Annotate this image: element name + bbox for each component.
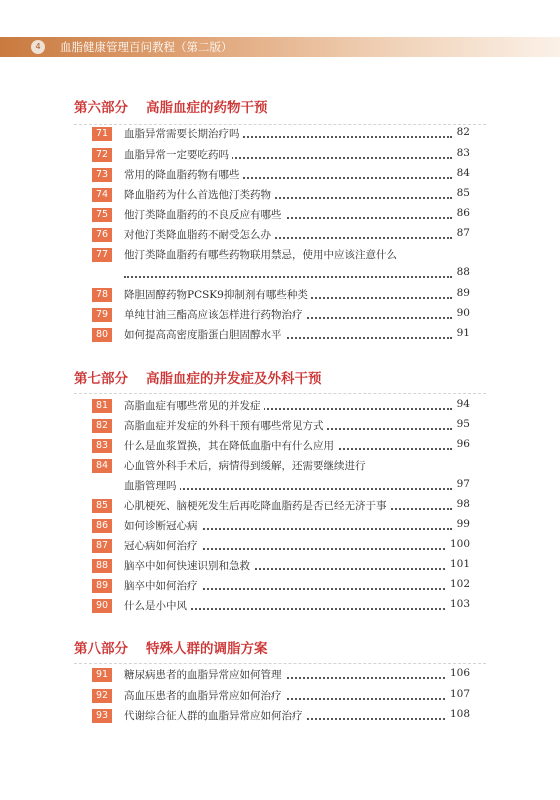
- section-title: 特殊人群的调脂方案: [146, 641, 268, 657]
- entry-number-badge: 71: [92, 127, 112, 141]
- toc-entry-93[interactable]: [92, 706, 470, 726]
- entry-title: 高脂血症并发症的外科干预有哪些常见方式: [124, 418, 327, 433]
- entry-page: 96: [454, 438, 470, 450]
- entry-title-line2: 血脂管理吗: [124, 478, 180, 493]
- toc-entry-82[interactable]: [92, 416, 470, 436]
- entry-title: 单纯甘油三酯高应该怎样进行药物治疗: [124, 307, 306, 322]
- entry-title: 他汀类降血脂药的不良反应有哪些: [124, 207, 285, 222]
- entry-title: 血脂异常需要长期治疗吗: [124, 126, 243, 141]
- toc-entry-89[interactable]: [92, 576, 470, 596]
- entry-number-badge: 89: [92, 579, 112, 593]
- toc-entry-78[interactable]: [92, 285, 470, 305]
- entry-number-badge: 78: [92, 288, 112, 302]
- entry-page: 91: [454, 327, 470, 339]
- entry-page: 101: [447, 558, 470, 570]
- toc-entry-83[interactable]: [92, 436, 470, 456]
- entry-number-badge: 77: [92, 248, 112, 262]
- book-title: 血脂健康管理百问教程（第二版）: [60, 40, 233, 54]
- entry-page: 102: [447, 578, 470, 590]
- entry-title: 冠心病如何治疗: [124, 538, 201, 553]
- entry-page: 108: [447, 708, 470, 720]
- entry-number-badge: 80: [92, 328, 112, 342]
- toc-entry-71[interactable]: [92, 124, 470, 144]
- toc-entry-77[interactable]: [92, 245, 470, 265]
- entry-page: 83: [454, 147, 470, 159]
- toc-entry-80[interactable]: [92, 325, 470, 345]
- entry-number-badge: 83: [92, 439, 112, 453]
- entry-title: 血脂异常一定要吃药吗: [124, 147, 232, 162]
- entry-page: 103: [447, 598, 470, 610]
- entry-title: 心肌梗死、脑梗死发生后再吃降血脂药是否已经无济于事: [124, 498, 390, 513]
- entry-title: 脑卒中如何治疗: [124, 578, 201, 593]
- toc-entry-88[interactable]: [92, 556, 470, 576]
- entry-page: 94: [454, 398, 470, 410]
- entry-number-badge: 85: [92, 499, 112, 513]
- section-title: 高脂血症的并发症及外科干预: [146, 371, 322, 387]
- entry-number-badge: 90: [92, 599, 112, 613]
- toc-entry-92[interactable]: [92, 686, 470, 706]
- toc-entry-84-continued[interactable]: [92, 476, 470, 496]
- entry-title: 如何提高高密度脂蛋白胆固醇水平: [124, 327, 285, 342]
- entry-title: 心血管外科手术后，病情得到缓解，还需要继续进行: [124, 458, 369, 473]
- entry-number-badge: 86: [92, 519, 112, 533]
- entry-number-badge: 75: [92, 208, 112, 222]
- entry-page: 107: [447, 688, 470, 700]
- toc-entry-77-continued[interactable]: [92, 264, 470, 284]
- toc-entry-79[interactable]: [92, 305, 470, 325]
- entry-page: 95: [454, 418, 470, 430]
- entry-number-badge: 76: [92, 228, 112, 242]
- toc-entry-84[interactable]: [92, 456, 470, 476]
- toc-entry-87[interactable]: [92, 536, 470, 556]
- entry-number-badge: 74: [92, 188, 112, 202]
- entry-title: 常用的降血脂药物有哪些: [124, 167, 243, 182]
- entry-page: 87: [454, 227, 470, 239]
- running-header: [0, 37, 560, 57]
- toc-entry-74[interactable]: [92, 185, 470, 205]
- entry-page: 98: [454, 498, 470, 510]
- section-heading-part-7: [74, 367, 322, 387]
- entry-page: 84: [454, 167, 470, 179]
- entry-number-badge: 91: [92, 668, 112, 682]
- entry-number-badge: 82: [92, 419, 112, 433]
- toc-entry-76[interactable]: [92, 225, 470, 245]
- toc-entry-91[interactable]: [92, 665, 470, 685]
- entry-number-badge: 73: [92, 168, 112, 182]
- toc-entry-86[interactable]: [92, 516, 470, 536]
- entry-number-badge: 92: [92, 689, 112, 703]
- entry-title: 他汀类降血脂药有哪些药物联用禁忌，使用中应该注意什么: [124, 247, 400, 262]
- section-part-label: 第七部分: [74, 371, 128, 387]
- toc-entry-72[interactable]: [92, 145, 470, 165]
- section-heading-part-8: [74, 637, 268, 657]
- entry-title: 对他汀类降血脂药不耐受怎么办: [124, 227, 274, 242]
- section-part-label: 第六部分: [74, 100, 128, 116]
- entry-page: 85: [454, 187, 470, 199]
- entry-page: 106: [447, 667, 470, 679]
- entry-title: 高脂血症有哪些常见的并发症: [124, 398, 264, 413]
- entry-title: 降胆固醇药物PCSK9抑制剂有哪些种类: [124, 287, 311, 302]
- toc-entry-75[interactable]: [92, 205, 470, 225]
- entry-title: 什么是血浆置换，其在降低血脂中有什么应用: [124, 438, 337, 453]
- entry-page: 88: [454, 266, 470, 278]
- page-number-badge: 4: [31, 40, 45, 54]
- toc-entry-73[interactable]: [92, 165, 470, 185]
- entry-page: 82: [454, 126, 470, 138]
- entry-number-badge: 88: [92, 559, 112, 573]
- toc-entry-81[interactable]: [92, 396, 470, 416]
- toc-entry-90[interactable]: [92, 596, 470, 616]
- section-divider: [74, 663, 486, 664]
- entry-number-badge: 93: [92, 709, 112, 723]
- entry-title: 脑卒中如何快速识别和急救: [124, 558, 253, 573]
- entry-title: 高血压患者的血脂异常应如何治疗: [124, 688, 285, 703]
- section-part-label: 第八部分: [74, 641, 128, 657]
- entry-page: 89: [454, 287, 470, 299]
- entry-number-badge: 84: [92, 459, 112, 473]
- dot-leader: [124, 276, 452, 278]
- section-divider: [74, 393, 486, 394]
- entry-page: 90: [454, 307, 470, 319]
- entry-title: 糖尿病患者的血脂异常应如何管理: [124, 667, 285, 682]
- entry-number-badge: 87: [92, 539, 112, 553]
- entry-number-badge: 81: [92, 399, 112, 413]
- toc-entry-85[interactable]: [92, 496, 470, 516]
- entry-title: 降血脂药为什么首选他汀类药物: [124, 187, 274, 202]
- entry-number-badge: 79: [92, 308, 112, 322]
- entry-page: 97: [454, 478, 470, 490]
- entry-page: 86: [454, 207, 470, 219]
- entry-page: 99: [454, 518, 470, 530]
- entry-title: 什么是小中风: [124, 598, 190, 613]
- entry-number-badge: 72: [92, 148, 112, 162]
- entry-title: 代谢综合征人群的血脂异常应如何治疗: [124, 708, 306, 723]
- section-title: 高脂血症的药物干预: [146, 100, 268, 116]
- entry-page: 100: [447, 538, 470, 550]
- section-heading-part-6: [74, 96, 268, 116]
- entry-title: 如何诊断冠心病: [124, 518, 201, 533]
